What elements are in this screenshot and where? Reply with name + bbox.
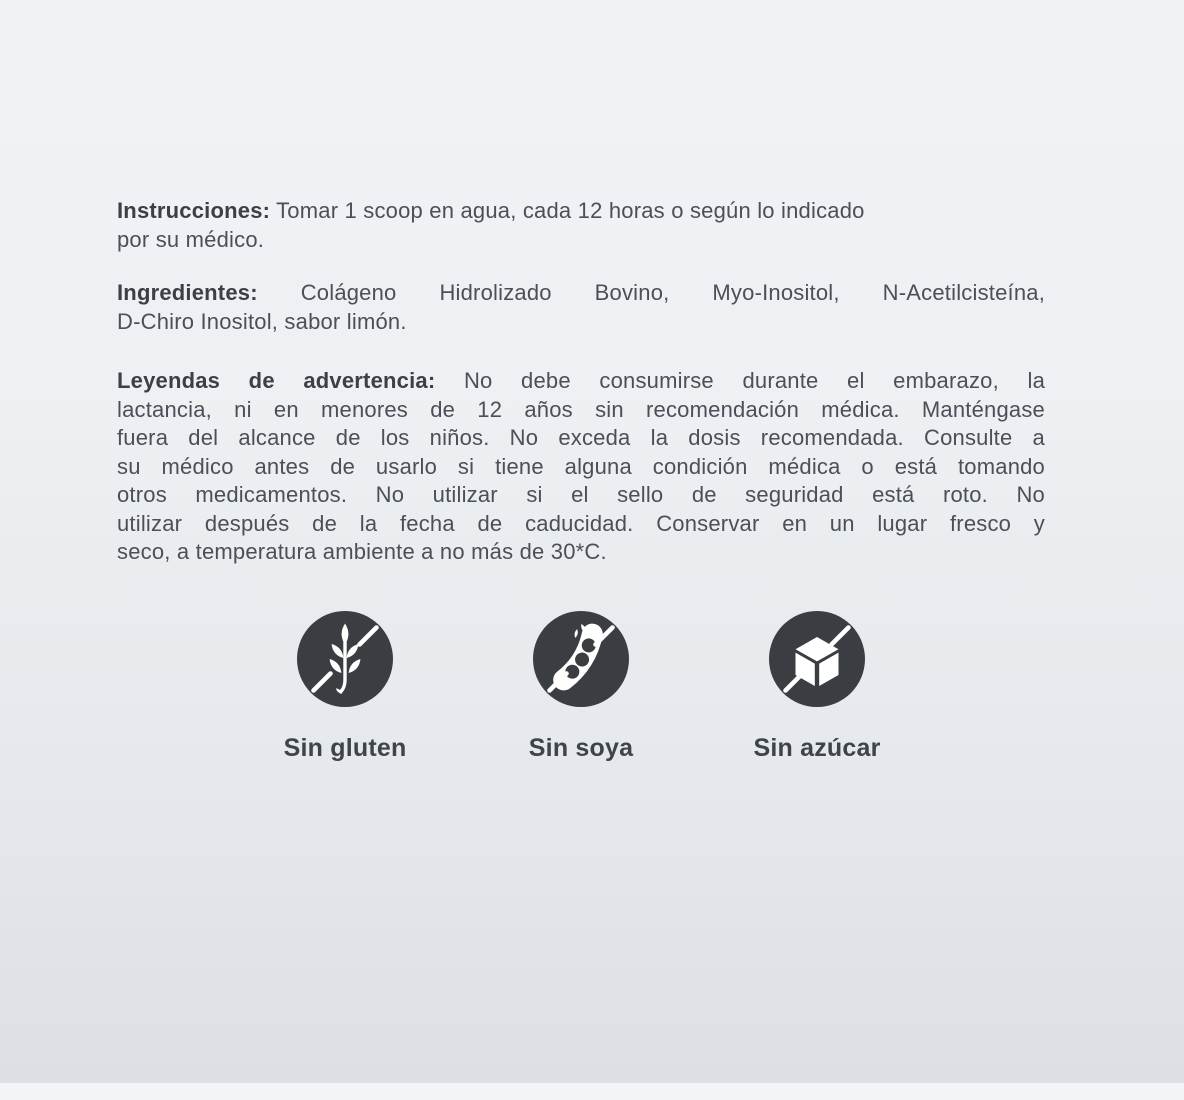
- ingredients-text: Colágeno Hidrolizado Bovino, Myo-Inositol, N-Acetilcisteína,: [300, 280, 1046, 305]
- warnings-text-line: su médico antes de usarlo si tiene alguna condición médica o está tomando: [117, 453, 1045, 479]
- badge-no-sugar: [753, 611, 881, 763]
- page-bottom-strip: [0, 1083, 1184, 1100]
- instructions-heading: Instrucciones:: [117, 198, 271, 223]
- instructions-paragraph: [117, 197, 1045, 254]
- warnings-text-line: utilizar después de la fecha de caducidad. Conservar en un lugar fresco y: [117, 510, 1045, 536]
- dietary-badges-row: [117, 611, 1045, 763]
- ingredients-paragraph: [117, 279, 1045, 336]
- warnings-text-line: lactancia, ni en menores de 12 años sin recomendación médica. Manténgase: [117, 396, 1045, 422]
- warnings-paragraph: [117, 367, 1045, 567]
- ingredients-text-cont: D-Chiro Inositol, sabor limón.: [117, 308, 407, 334]
- warnings-text-cont: seco, a temperatura ambiente a no más de 30*C.: [117, 539, 607, 564]
- badge-label-gluten: Sin gluten: [283, 733, 407, 762]
- label-text-block: [117, 0, 1045, 762]
- warnings-text-line: fuera del alcance de los niños. No exceda la dosis recomendada. Consulte a: [117, 425, 1045, 450]
- instructions-text: Tomar 1 scoop en agua, cada 12 horas o según lo indicado: [276, 198, 865, 223]
- badge-no-soy: [528, 611, 634, 763]
- no-gluten-icon: [297, 611, 393, 707]
- badge-no-gluten: [283, 611, 407, 763]
- ingredients-heading: Ingredientes:: [117, 280, 258, 305]
- warnings-text: No debe consumirse durante el embarazo, la: [463, 368, 1046, 393]
- instructions-text-cont: por su médico.: [117, 226, 265, 252]
- no-sugar-icon: [769, 611, 865, 707]
- warnings-text-line: otros medicamentos. No utilizar si el sello de seguridad está roto. No: [117, 482, 1045, 507]
- warnings-heading: Leyendas de advertencia:: [117, 368, 436, 393]
- no-soy-icon: [533, 611, 629, 707]
- badge-label-soy: Sin soya: [528, 733, 634, 762]
- badge-label-sugar: Sin azúcar: [753, 733, 881, 762]
